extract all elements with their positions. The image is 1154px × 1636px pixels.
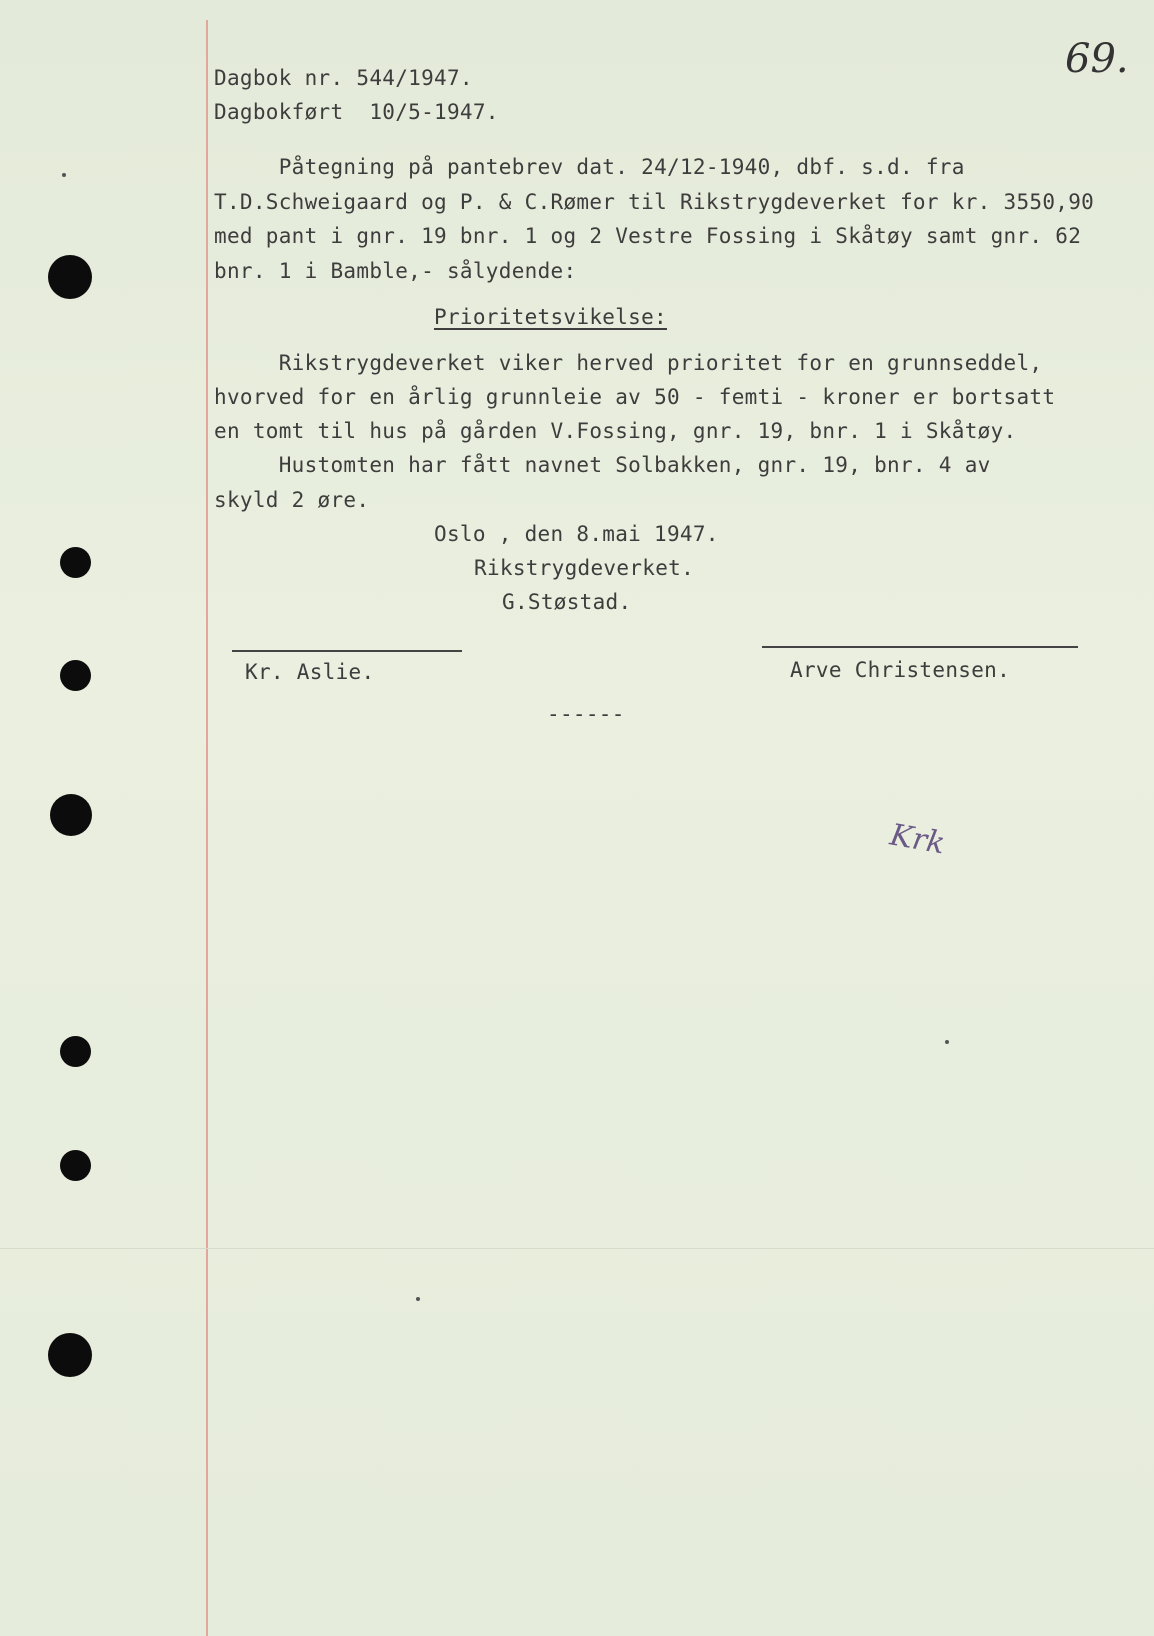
organization: Rikstrygdeverket. [474,556,695,580]
handwritten-initials: Krk [887,817,948,862]
document-heading: Prioritetsvikelse: [434,305,667,329]
body-line: Hustomten har fått navnet Solbakken, gnr. 19, bnr. 4 av [214,453,991,477]
body-line: Rikstrygdeverket viker herved prioritet for en grunnseddel, [214,351,1043,375]
speck [416,1297,420,1301]
punch-hole [60,1036,91,1067]
speck [62,173,66,177]
signature-line-left [232,650,462,652]
speck [945,1040,949,1044]
intro-line: T.D.Schweigaard og P. & C.Rømer til Rikstrygdeverket for kr. 3550,90 [214,190,1095,214]
intro-line: Påtegning på pantebrev dat. 24/12-1940, dbf. s.d. fra [214,155,965,179]
witness-right: Arve Christensen. [790,658,1011,682]
witness-left: Kr. Aslie. [245,660,375,684]
intro-line: bnr. 1 i Bamble,- sålydende: [214,259,577,283]
punch-hole [60,547,91,578]
punch-hole [60,1150,91,1181]
body-line: hvorved for en årlig grunnleie av 50 - femti - kroner er bortsatt [214,385,1056,409]
punch-hole [48,255,92,299]
journal-date: Dagbokført 10/5-1947. [214,100,499,124]
place-date: Oslo , den 8.mai 1947. [434,522,719,546]
punch-hole [60,660,91,691]
body-line: skyld 2 øre. [214,488,370,512]
signature-line-right [762,646,1078,648]
body-line: en tomt til hus på gården V.Fossing, gnr. 19, bnr. 1 i Skåtøy. [214,419,1017,443]
signer: G.Støstad. [502,590,632,614]
margin-line [206,20,208,1636]
separator: ------ [547,702,625,726]
journal-number: Dagbok nr. 544/1947. [214,66,473,90]
punch-hole [50,794,92,836]
punch-hole [48,1333,92,1377]
intro-line: med pant i gnr. 19 bnr. 1 og 2 Vestre Fossing i Skåtøy samt gnr. 62 [214,224,1082,248]
page-number: 69. [1065,36,1129,82]
fold-line [0,1248,1154,1249]
